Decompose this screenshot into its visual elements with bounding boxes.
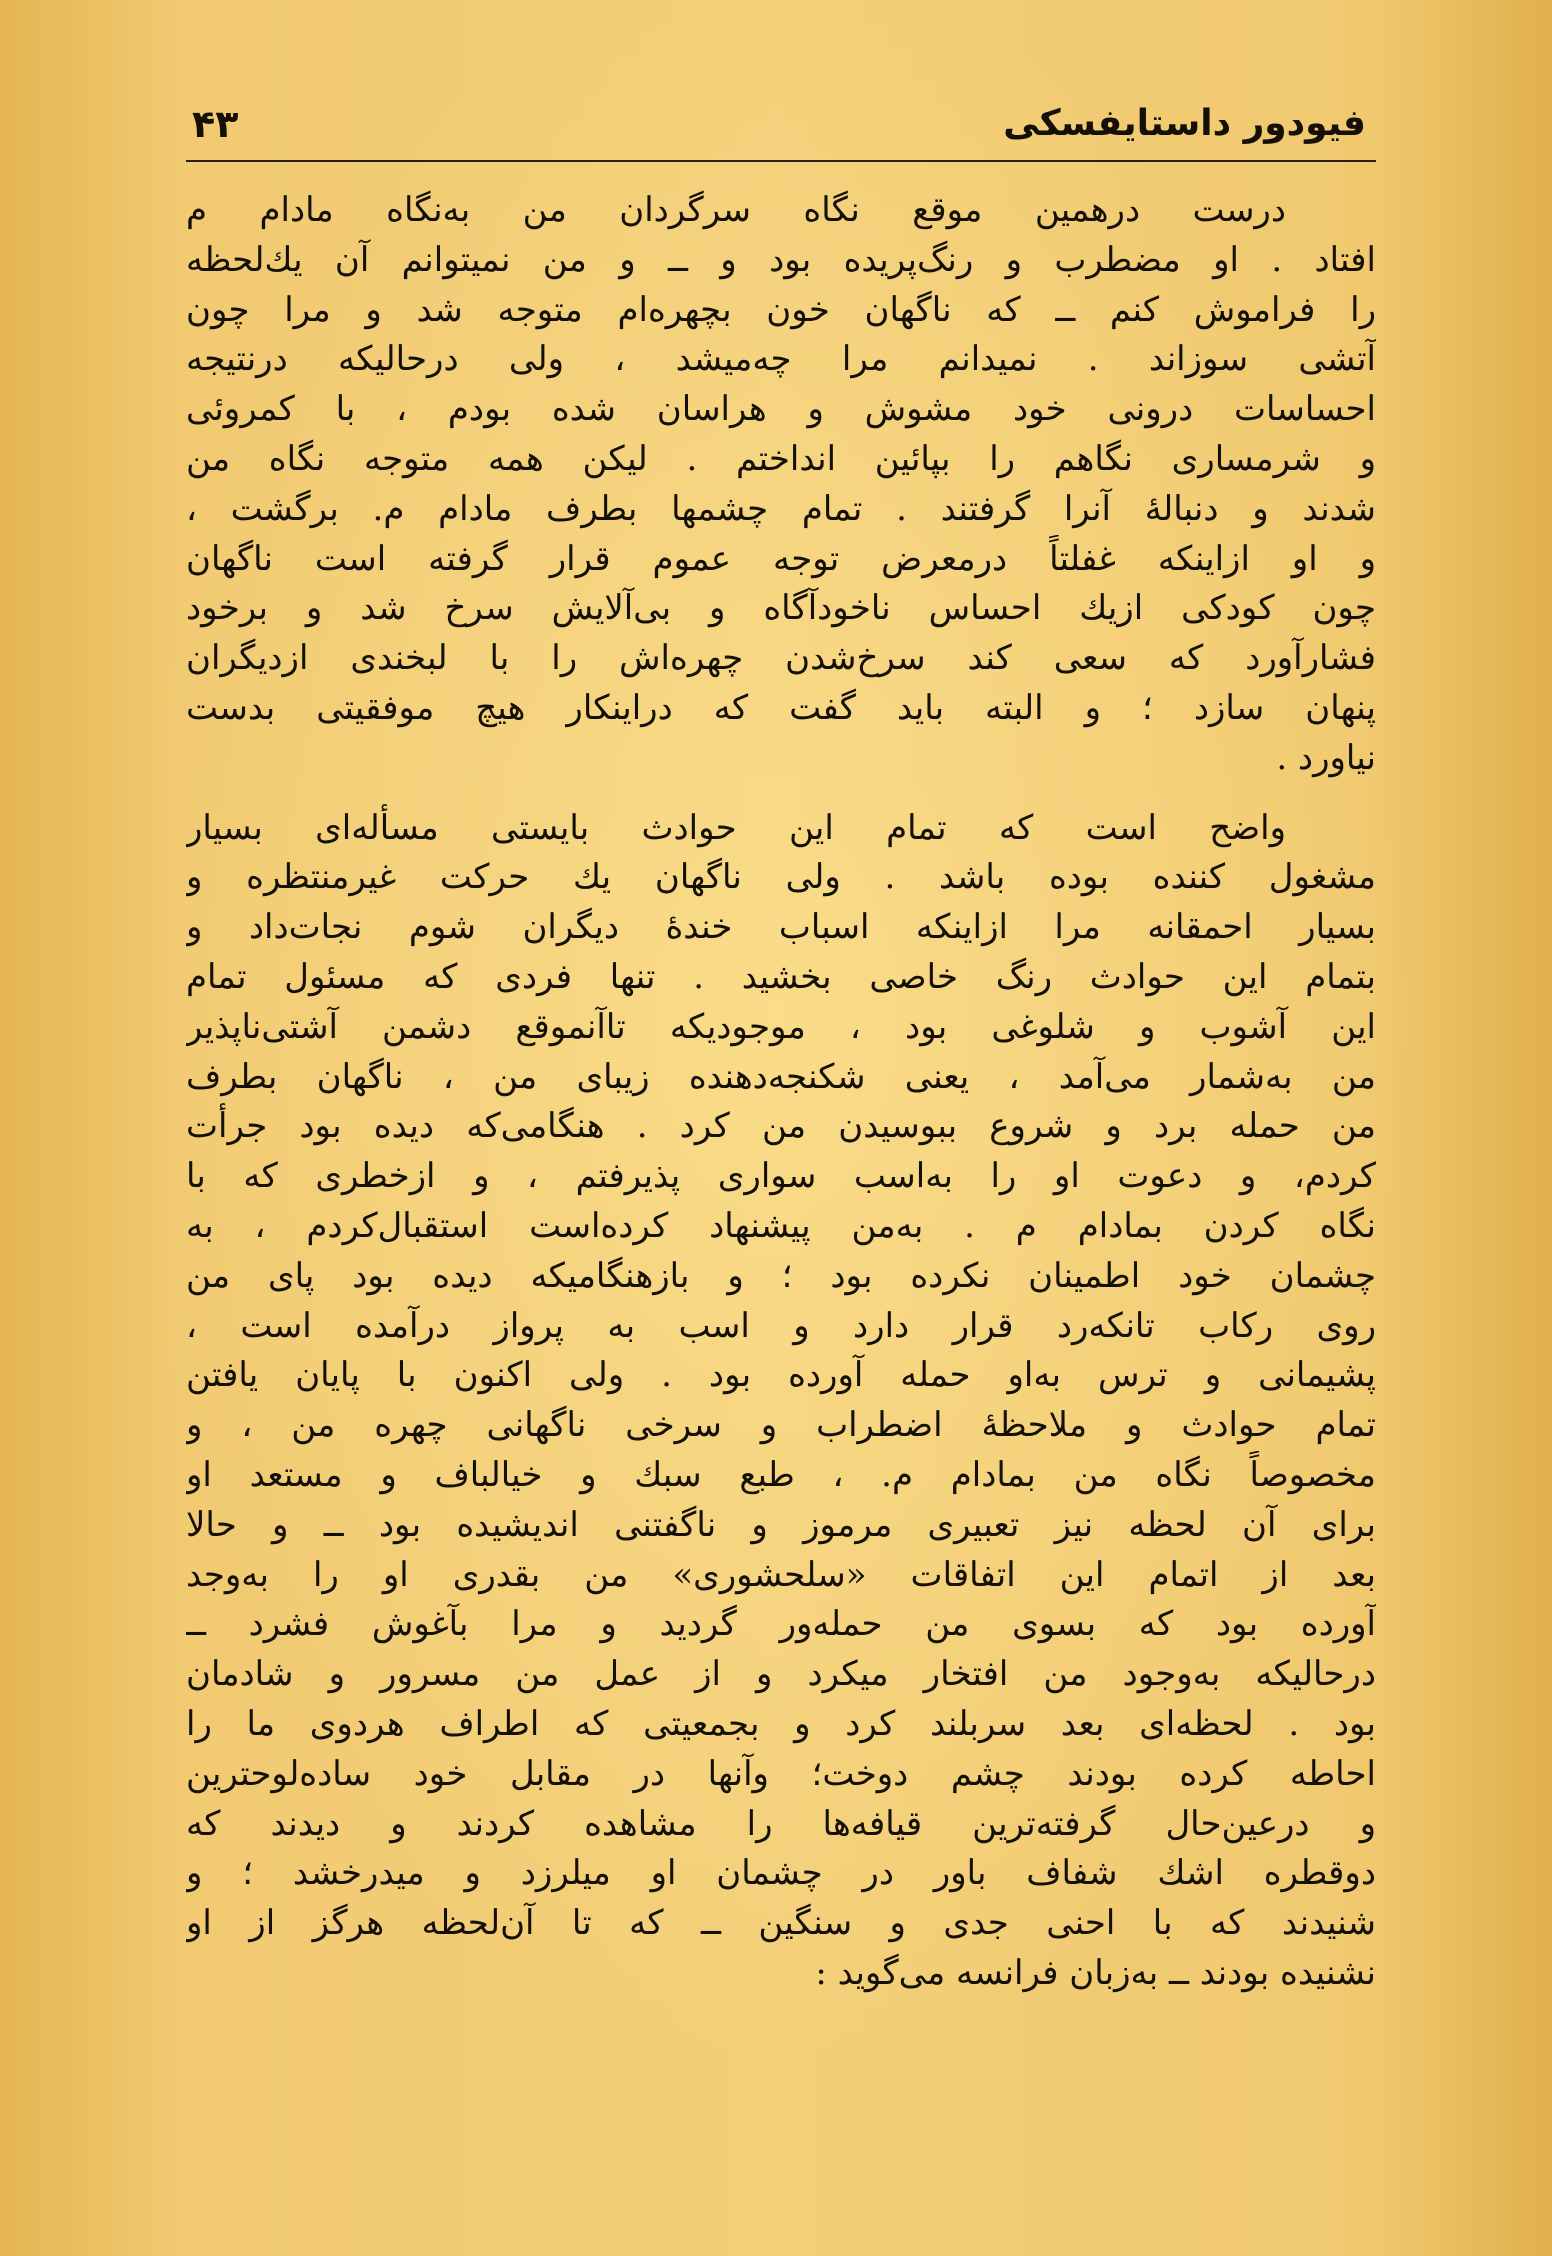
paragraph-2 xyxy=(186,804,1376,1999)
running-title: فیودور داستایفسکی xyxy=(1003,103,1366,144)
text-line: چون کودکی ازیك احساس ناخودآگاه و بی‌آلایش سرخ شد و برخود xyxy=(186,588,1376,629)
text-line: آتشی سوزاند . نمیدانم مرا چه‌میشد ، ولی درحالیکه درنتیجه xyxy=(186,339,1376,380)
text-line: بود . لحظه‌ای بعد سربلند کرد و بجمعیتی که اطراف هردوی ما را xyxy=(186,1703,1376,1744)
text-line: پشیمانی و ترس به‌او حمله آورده بود . ولی اکنون با پایان یافتن xyxy=(186,1355,1376,1396)
text-line: را فراموش کنم ــ که ناگهان خون بچهره‌ام متوجه شد و مرا چون xyxy=(186,289,1376,330)
page-number: ۴۳ xyxy=(192,102,239,146)
text-line: نیاورد . xyxy=(1276,737,1376,778)
paragraph-gap xyxy=(186,784,1376,804)
text-line: احساسات درونی خود مشوش و هراسان شده بودم ، با کمروئی xyxy=(186,389,1376,430)
text-line: برای آن لحظه نیز تعبیری مرموز و ناگفتنی اندیشیده بود ــ و حالا xyxy=(186,1504,1376,1545)
text-line: دوقطره اشك شفاف باور در چشمان او میلرزد و میدرخشد ؛ و xyxy=(186,1853,1376,1894)
text-line: بعد از اتمام این اتفاقات «سلحشوری» من بقدری او را به‌وجد xyxy=(186,1554,1376,1595)
text-line: آورده بود که بسوی من حمله‌ور گردید و مرا بآغوش فشرد ــ xyxy=(186,1604,1376,1645)
text-line: درحالیکه به‌وجود من افتخار میکرد و از عمل من مسرور و شادمان xyxy=(186,1654,1376,1695)
text-line: مخصوصاً نگاه من بمادام م. ، طبع سبك و خیالباف و مستعد او xyxy=(186,1454,1376,1495)
text-line: شنیدند که با احنی جدی و سنگین ــ که تا آن‌لحظه هرگز از او xyxy=(186,1903,1376,1944)
text-line: کردم، و دعوت او را به‌اسب سواری پذیرفتم ، و ازخطری که با xyxy=(186,1156,1376,1197)
text-line: بتمام این حوادث رنگ خاصی بخشید . تنها فردی که مسئول تمام xyxy=(186,956,1376,997)
text-line: مشغول کننده بوده باشد . ولی ناگهان یك حرکت غیرمنتظره و xyxy=(186,857,1376,898)
text-line: بسیار احمقانه مرا ازاینکه اسباب خندهٔ دیگران شوم نجات‌داد و xyxy=(186,907,1376,948)
header-rule xyxy=(186,160,1376,162)
text-line: واضح است که تمام این حوادث بایستی مسأله‌ای بسیار xyxy=(186,807,1286,848)
text-line: این آشوب و شلوغی بود ، موجودیکه تاآنموقع دشمن آشتی‌ناپذیر xyxy=(186,1006,1376,1047)
text-line: من به‌شمار می‌آمد ، یعنی شکنجه‌دهنده زیبای من ، ناگهان بطرف xyxy=(186,1056,1376,1097)
text-line: من حمله برد و شروع ببوسیدن من کرد . هنگامی‌که دیده بود جرأت xyxy=(186,1106,1376,1147)
text-line: و درعین‌حال گرفته‌ترین قیافه‌ها را مشاهده کردند و دیدند که xyxy=(186,1803,1376,1844)
text-line: افتاد . او مضطرب و رنگ‌پریده بود و ــ و من نمیتوانم آن یك‌لحظه xyxy=(186,239,1376,280)
text-line: درست درهمین موقع نگاه سرگردان من به‌نگاه مادام م xyxy=(186,190,1286,230)
body-text xyxy=(186,186,1376,1999)
paragraph-1 xyxy=(186,186,1376,784)
text-line: پنهان سازد ؛ و البته باید گفت که دراینکار هیچ موفقیتی بدست xyxy=(186,687,1376,728)
text-line: چشمان خود اطمینان نکرده بود ؛ و بازهنگامیکه دیده بود پای من xyxy=(186,1255,1376,1296)
text-line: روی رکاب تانکه‌رد قرار دارد و اسب به پرواز درآمده است ، xyxy=(186,1305,1376,1346)
text-line: و او ازاینکه غفلتاً درمعرض توجه عموم قرار گرفته است ناگهان xyxy=(186,538,1376,579)
text-line: نشنیده بودند ــ به‌زبان فرانسه می‌گوید : xyxy=(815,1952,1376,1993)
text-line: فشارآورد که سعی کند سرخ‌شدن چهره‌اش را با لبخندی ازدیگران xyxy=(186,638,1376,679)
text-line: احاطه کرده بودند چشم دوخت؛ وآنها در مقابل خود ساده‌لوحترین xyxy=(186,1753,1376,1794)
text-line: شدند و دنبالهٔ آنرا گرفتند . تمام چشمها بطرف مادام م. برگشت ، xyxy=(186,488,1376,529)
text-line: نگاه کردن بمادام م . به‌من پیشنهاد کرده‌است استقبال‌کردم ، به xyxy=(186,1205,1376,1246)
text-line: و شرمساری نگاهم را بپائین انداختم . لیکن همه متوجه نگاه من xyxy=(186,438,1376,479)
text-line: تمام حوادث و ملاحظهٔ اضطراب و سرخی ناگهانی چهره من ، و xyxy=(186,1405,1376,1446)
page-header xyxy=(186,96,1376,152)
